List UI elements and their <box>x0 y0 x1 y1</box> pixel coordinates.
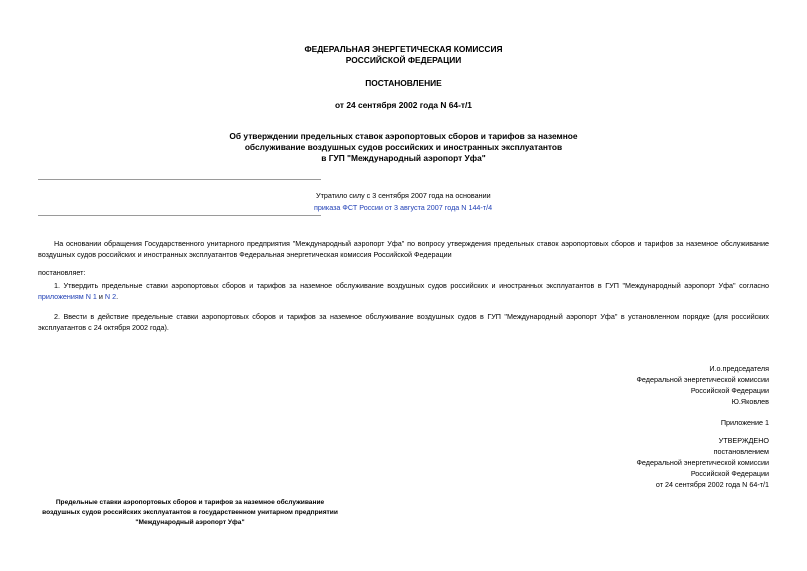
item-1-end: . <box>116 291 119 301</box>
document-date: от 24 сентября 2002 года N 64-т/1 <box>335 100 472 110</box>
document-title-line-2: обслуживание воздушных судов российских и иностранных эксплуатантов <box>244 142 563 152</box>
appendix-title-line-2: воздушных судов российских эксплуатантов в государственном унитарном предприятии <box>42 509 338 516</box>
repeal-order-link[interactable]: приказа ФСТ России от 3 августа 2007 года N 144-т/4 <box>314 203 493 212</box>
document-title-line-1: Об утверждении предельных ставок аэропортовых сборов и тарифов за наземное <box>229 131 578 141</box>
appendix-label: Приложение 1 <box>720 418 769 427</box>
signatory-org-line-2: Российской Федерации <box>690 386 769 395</box>
item-2-paragraph: 2. Ввести в действие предельные ставки аэропортовых сборов и тарифов за наземное обслуживание воздушных судов в ГУП "Международный аэропорт Уфа" в установленном порядке (для российских эксплуатантов с 24 октября 2002 года). <box>38 312 769 332</box>
issuer-line-2: РОССИЙСКОЙ ФЕДЕРАЦИИ <box>345 55 462 65</box>
signatory-position: И.о.председателя <box>709 364 769 373</box>
appendix-approved-by: постановлением <box>713 447 769 456</box>
decides-line: постановляет: <box>38 268 86 277</box>
appendix-title-line-3: "Международный аэропорт Уфа" <box>135 519 245 526</box>
appendix-title-line-1: Предельные ставки аэропортовых сборов и тарифов за наземное обслуживание <box>55 499 325 506</box>
document-type: ПОСТАНОВЛЕНИЕ <box>365 78 442 88</box>
status-note <box>316 190 676 214</box>
appendix-date: от 24 сентября 2002 года N 64-т/1 <box>655 480 769 489</box>
appendix-approved: УТВЕРЖДЕНО <box>718 436 769 445</box>
separator-top <box>38 179 321 180</box>
item-1-and: и <box>96 291 105 301</box>
document-title-line-3: в ГУП "Международный аэропорт Уфа" <box>321 153 486 163</box>
item-1-text: 1. Утвердить предельные ставки аэропортовых сборов и тарифов за наземное обслуживание воздушных судов российских и иностранных эксплуатантов в ГУП "Международный аэропорт Уфа" согласно <box>54 281 769 290</box>
appendix-title <box>40 498 340 528</box>
signatory-org-line-1: Федеральной энергетической комиссии <box>636 375 769 384</box>
status-note-text: Утратило силу с 3 сентября 2007 года на основании <box>316 191 491 200</box>
appendix-1-link[interactable]: приложениям N 1 <box>38 291 97 301</box>
appendix-2-link[interactable]: N 2 <box>104 291 117 301</box>
intro-paragraph: На основании обращения Государственного унитарного предприятия "Международный аэропорт Уфа" по вопросу утверждения предельных ставок аэропортовых сборов и тарифов за наземное обслуживание воздушных судов российских и иностранных эксплуатантов Федеральная энергетическая комиссия Российской Федерации <box>38 239 769 259</box>
issuer-line-1: ФЕДЕРАЛЬНАЯ ЭНЕРГЕТИЧЕСКАЯ КОМИССИЯ <box>304 44 503 54</box>
signatory-name: Ю.Яковлев <box>731 397 769 406</box>
separator-bottom <box>38 215 321 216</box>
item-1-paragraph <box>38 281 769 302</box>
appendix-org-line-1: Федеральной энергетической комиссии <box>636 458 769 467</box>
appendix-org-line-2: Российской Федерации <box>690 469 769 478</box>
